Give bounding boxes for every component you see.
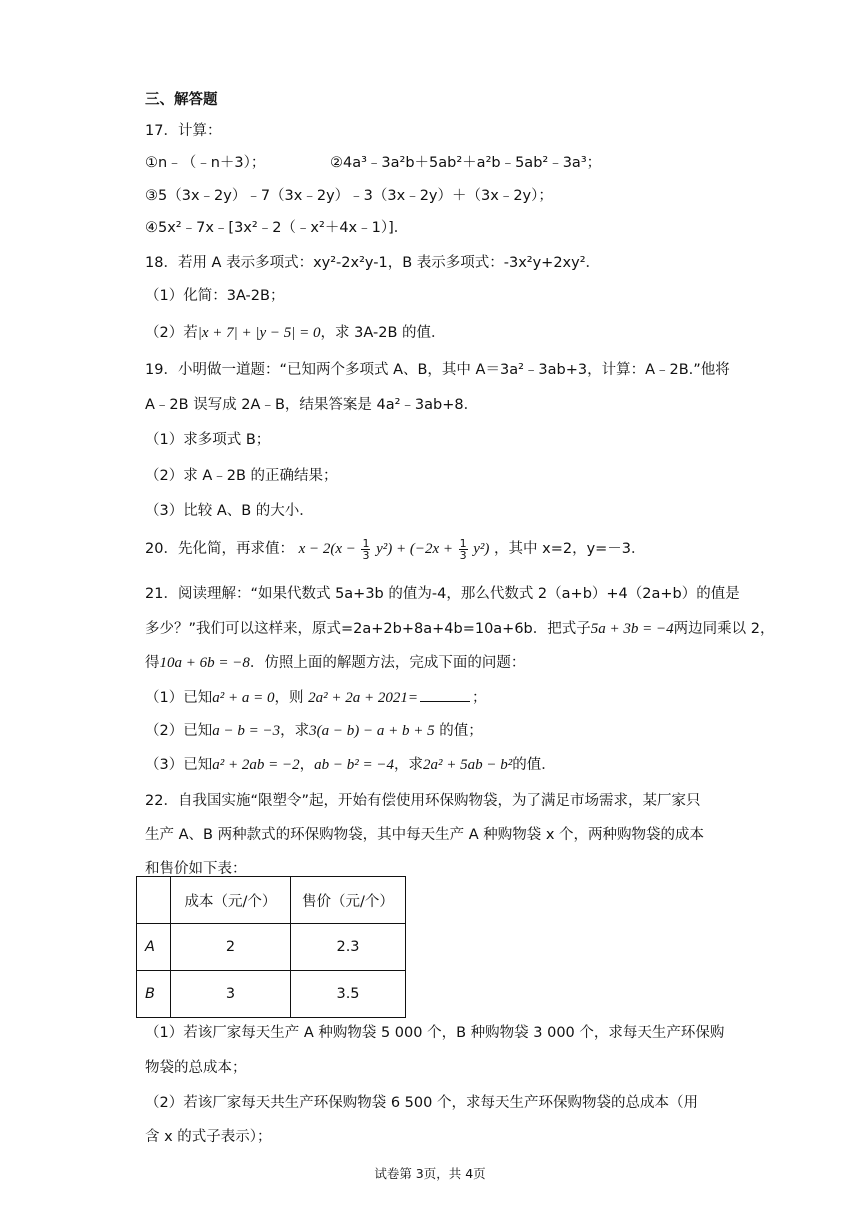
q17-part4: ④5x²﹣7x﹣[3x²﹣2（﹣x²＋4x﹣1）]． [145, 220, 409, 236]
q18-stem: 18．若用 A 表示多项式：xy²-2x²y-1，B 表示多项式：-3x²y+2xy²． [145, 255, 601, 271]
table-row-label: A [137, 924, 171, 971]
table-cell: 3.5 [291, 971, 406, 1018]
q17-part2: ②4a³﹣3a²b＋5ab²＋a²b﹣5ab²﹣3a³； [330, 155, 602, 171]
q21-line3-post: ．仿照上面的解题方法，完成下面的问题： [249, 655, 526, 671]
q21-sub3-mid-1: ， [299, 757, 315, 773]
q21-sub2-formula-2: 3(a − b) − a + b + 5 [309, 723, 435, 739]
q21-sub1-post: ； [471, 690, 487, 706]
q21-line2 [145, 619, 774, 639]
cost-price-table [136, 876, 406, 1018]
table-cell: 2 [171, 924, 291, 971]
fraction-numerator: 1 [362, 536, 370, 550]
q21-sub3-pre: （3）已知 [145, 757, 213, 773]
table-cell: 3 [171, 971, 291, 1018]
q21-sub3-formula-1: a² + 2ab = −2 [212, 757, 300, 773]
q20-formula-b: y²) + (−2x + [376, 541, 454, 557]
q18-sub1: （1）化简：3A-2B； [145, 288, 285, 304]
q21-sub1-mid: ，则 [274, 690, 304, 706]
q20-formula-a: x − 2(x − [298, 541, 356, 557]
q22-line1: 22．自我国实施“限塑令”起，开始有偿使用环保购物袋，为了满足市场需求，某厂家只 [145, 793, 701, 809]
q21-sub3-post: 的值． [512, 757, 556, 773]
q21-sub2-pre: （2）已知 [145, 723, 213, 739]
table-row [137, 924, 406, 971]
fraction-denominator: 3 [459, 548, 467, 562]
q21-line2-pre: 多少？”我们可以这样来，原式=2a+2b+8a+4b=10a+6b．把式子 [145, 621, 591, 637]
q22-sub2-line2: 含 x 的式子表示）； [145, 1129, 272, 1145]
q21-sub3-formula-2: ab − b² = −4 [314, 757, 394, 773]
q21-sub1 [145, 687, 486, 708]
section-title: 三、解答题 [145, 92, 218, 108]
q20-formula-c: y²) [473, 541, 490, 557]
q20-pre: 20．先化简，再求值： [145, 541, 294, 557]
q18-sub2-formula: |x + 7| + |y − 5| = 0 [197, 325, 321, 341]
q18-sub2-post: ，求 3A-2B 的值． [320, 325, 446, 341]
q21-line1: 21．阅读理解：“如果代数式 5a+3b 的值为-4，那么代数式 2（a+b）+4（2a+b）的值是 [145, 586, 740, 602]
q22-sub1-line2: 物袋的总成本； [145, 1060, 247, 1076]
q19-sub1: （1）求多项式 B； [145, 432, 271, 448]
q17-stem: 17．计算： [145, 123, 222, 139]
q19-line1: 19．小明做一道题：“已知两个多项式 A、B，其中 A＝3a²﹣3ab+3，计算：A﹣2B.”他将 [145, 362, 730, 378]
q21-line2-post: 两边同乘以 2， [673, 621, 775, 637]
fraction-denominator: 3 [362, 548, 370, 562]
table-corner-cell [137, 877, 171, 924]
table-header-row [137, 877, 406, 924]
q21-sub1-pre: （1）已知 [145, 690, 213, 706]
table-header-cost: 成本（元/个） [171, 877, 291, 924]
q19-line2: A﹣2B 误写成 2A﹣B，结果答案是 4a²﹣3ab+8． [145, 397, 479, 413]
q19-sub2: （2）求 A﹣2B 的正确结果； [145, 468, 338, 484]
q21-sub3-formula-3: 2a² + 5ab − b² [422, 757, 513, 773]
q19-sub3: （3）比较 A、B 的大小． [145, 503, 314, 519]
table-header-price: 售价（元/个） [291, 877, 406, 924]
q17-part3: ③5（3x﹣2y）﹣7（3x﹣2y）﹣3（3x﹣2y）＋（3x﹣2y）； [145, 188, 553, 204]
fraction-numerator: 1 [459, 536, 467, 550]
q21-sub1-formula-1: a² + a = 0 [212, 690, 275, 706]
q21-sub2 [145, 721, 483, 741]
q22-line2: 生产 A、B 两种款式的环保购物袋，其中每天生产 A 种购物袋 x 个，两种购物袋的成本 [145, 827, 705, 843]
q21-line3-pre: 得 [145, 655, 160, 671]
table-row [137, 971, 406, 1018]
q21-line3 [145, 653, 525, 673]
q18-sub2-pre: （2）若 [145, 325, 198, 341]
q21-line3-formula: 10a + 6b = −8 [159, 655, 250, 671]
q21-sub1-formula-2: 2a² + 2a + 2021= [308, 690, 418, 706]
q21-sub3-mid-2: ，求 [393, 757, 423, 773]
table-row-label: B [137, 971, 171, 1018]
q22-sub2-line1: （2）若该厂家每天共生产环保购物袋 6 500 个，求每天生产环保购物袋的总成本（用 [145, 1095, 698, 1111]
table-cell: 2.3 [291, 924, 406, 971]
q21-sub3 [145, 755, 556, 775]
q20-post: ，其中 x=2，y=－3． [494, 541, 646, 557]
q20-fraction-1 [361, 538, 370, 561]
q18-sub2 [145, 323, 446, 343]
q21-sub2-post: 的值； [439, 723, 483, 739]
q21-line2-formula: 5a + 3b = −4 [590, 621, 674, 637]
q22-line3: 和售价如下表： [145, 861, 247, 877]
answer-blank[interactable] [420, 687, 470, 702]
q22-sub1-line1: （1）若该厂家每天生产 A 种购物袋 5 000 个，B 种购物袋 3 000 个，求每天生产环保购 [145, 1025, 725, 1041]
q20-fraction-2 [459, 538, 468, 561]
q21-sub2-mid: ，求 [280, 723, 310, 739]
q21-sub2-formula-1: a − b = −3 [212, 723, 281, 739]
page-footer: 试卷第 3页，共 4页 [374, 1166, 486, 1181]
q17-part1: ①n﹣（﹣n＋3）； [145, 155, 266, 171]
q20-line [145, 537, 646, 561]
